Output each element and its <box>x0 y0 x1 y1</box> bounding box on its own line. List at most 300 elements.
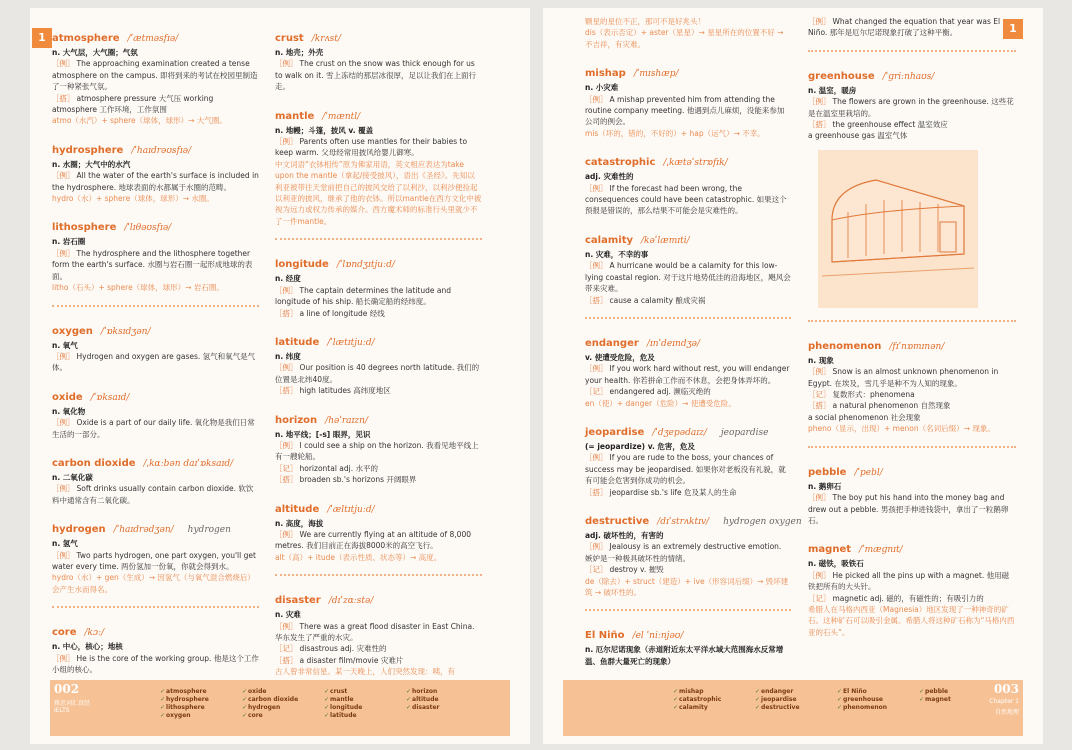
part-of-speech: n. 地幔；斗篷，披风 v. 覆盖 <box>275 125 374 135</box>
check-icon: ✓ <box>160 688 166 695</box>
etymology-note: hydro（水）+ gen（生成）→ 因氢气（与氧气混合燃烧后）会产生水而得名。 <box>52 573 255 594</box>
word-entry <box>52 517 259 595</box>
section-tag: ［例］ <box>275 621 298 631</box>
part-of-speech: n. 岩石圈 <box>52 237 86 247</box>
word-entry <box>52 319 259 374</box>
section-tag: ［记］ <box>585 387 608 397</box>
entry-line <box>808 85 1016 96</box>
part-of-speech: n. 经度 <box>275 274 301 284</box>
entry-head <box>585 150 791 169</box>
footer-word-label: destructive <box>761 704 800 711</box>
footer-word <box>242 688 298 696</box>
page-number: 003 <box>993 682 1019 696</box>
entry-head <box>52 138 259 157</box>
check-icon: ✓ <box>242 712 248 719</box>
phonetic: /ˌkɑːbən daɪˈɒksaɪd/ <box>143 458 234 469</box>
entry-head <box>808 334 1016 353</box>
handwritten-note: hydrogen <box>187 525 231 536</box>
check-icon: ✓ <box>919 688 925 695</box>
footer-word <box>755 696 800 704</box>
word-entry <box>275 330 482 397</box>
phonetic: /ˈmɪshæp/ <box>633 69 679 80</box>
etymology-note: litho（石头）+ sphere（球体，球形）→ 岩石圈。 <box>52 283 224 293</box>
footer-word-label: catastrophic <box>679 696 722 703</box>
entry-head <box>808 64 1016 83</box>
entry-text: If you are rude to the boss, your chances of success may be jeopardised. 如果你对老板没有礼貌，就有可能会危害到你成功的机会。 <box>585 453 786 486</box>
word-entry <box>275 497 482 564</box>
check-icon: ✓ <box>755 704 761 711</box>
footer-word <box>673 696 721 704</box>
footer-word-label: longitude <box>330 704 363 711</box>
etymology-note: 希腊人在马格内西亚（Magnesia）地区发现了一种神奇的矿石。这种矿石可以吸引金属。希腊人将这种矿石称为“马格内西亚的石头”。 <box>808 604 1015 637</box>
etymology-note: alt（高）+ itude（表示性质、状态等）→ 高度。 <box>275 552 442 562</box>
entry-text: If you work hard without rest, you will endanger your health. 你若拼命工作而不休息，会把身体弄坏的。 <box>585 364 790 385</box>
headword: carbon dioxide <box>52 457 136 469</box>
entry-line <box>52 115 259 126</box>
section-divider <box>52 606 259 608</box>
check-icon: ✓ <box>406 688 412 695</box>
footer-word-label: carbon dioxide <box>248 696 299 703</box>
section-tag: ［搭］ <box>585 487 608 497</box>
entry-text: We are currently flying at an altitude of 8,000 metres. 我们目前正在海拔8000米的高空飞行。 <box>275 529 471 551</box>
entry-text: disastrous adj. 灾难性的 <box>299 644 387 654</box>
phonetic: /ˈlætɪtjuːd/ <box>327 337 375 348</box>
etymology-note: hydro（水）+ sphere（球体，球形）→ 水圈。 <box>52 194 214 204</box>
entry-text: a greenhouse gas 温室气体 <box>808 131 908 141</box>
section-tag: ［记］ <box>585 565 608 575</box>
section-tag: ［例］ <box>52 550 75 560</box>
entry-text: Oxide is a part of our daily life. 氧化物是我们日常生活的一部分。 <box>52 418 255 439</box>
footer-word <box>324 688 362 696</box>
entry-head <box>52 451 259 470</box>
entry-text: If the forecast had been wrong, the consequences could have been catastrophic. 如果这个预报是错误的，那么结果不可能会是灾难性的。 <box>585 183 787 216</box>
entry-line <box>52 170 259 193</box>
entry-line <box>585 398 791 409</box>
entry-line <box>275 655 482 666</box>
entry-head <box>585 420 791 439</box>
entry-line <box>52 472 259 483</box>
etymology-note: 颗星的星位不正，那可不是好兆头！ <box>585 17 705 26</box>
entry-line <box>52 653 259 676</box>
footer-word-label: oxygen <box>166 712 191 719</box>
entry-line <box>275 609 482 620</box>
headword: hydrosphere <box>52 144 124 156</box>
phonetic: /ˌkætəˈstrɒfɪk/ <box>663 158 728 169</box>
word-entry <box>52 26 259 127</box>
part-of-speech: n. 氢气 <box>52 539 78 549</box>
word-entry <box>585 509 802 598</box>
check-icon: ✓ <box>837 704 843 711</box>
check-icon: ✓ <box>242 688 248 695</box>
section-tag: ［例］ <box>585 261 608 271</box>
entry-line <box>808 492 1016 526</box>
entry-line <box>52 406 259 417</box>
footer-word-column <box>919 688 951 704</box>
entry-text: magnetic adj. 磁的，有磁性的；有吸引力的 <box>832 593 984 603</box>
part-of-speech: n. 鹅卵石 <box>808 481 842 491</box>
word-entry <box>275 26 482 93</box>
part-of-speech: (= jeopardize) v. 危害，危及 <box>585 441 695 451</box>
section-tag: ［记］ <box>275 644 298 654</box>
entry-text: There was a great flood disaster in East China. 华东发生了严重的水灾。 <box>275 621 475 642</box>
phonetic: /həˈraɪzn/ <box>325 415 368 426</box>
entry-text: All the water of the earth's surface is included in the hydrosphere. 地球表面的水都属于水圈的范畴。 <box>52 171 259 192</box>
entry-line <box>585 576 791 599</box>
part-of-speech: n. 大气层，大气圈；气氛 <box>52 48 138 57</box>
entry-line <box>52 417 259 440</box>
footer-word-label: hydrosphere <box>166 696 209 703</box>
check-icon: ✓ <box>324 704 330 711</box>
section-tag: ［例］ <box>275 440 298 450</box>
entry-line <box>585 128 791 139</box>
phonetic: /ˈæltɪtjuːd/ <box>327 504 375 515</box>
entry-head <box>52 620 259 639</box>
entry-text: The approaching examination created a tense atmosphere on the campus. 即将到来的考试在校园里制造了一种紧张气氛。 <box>52 59 258 92</box>
check-icon: ✓ <box>242 696 248 703</box>
section-tag: ［例］ <box>585 94 608 104</box>
footer-word <box>673 704 721 712</box>
entry-head <box>585 228 791 247</box>
section-tag: ［例］ <box>52 59 75 69</box>
entry-line <box>808 119 1016 130</box>
check-icon: ✓ <box>673 696 679 703</box>
entry-text: He picked all the pins up with a magnet. 他用磁铁把所有的大头针。 <box>808 570 1010 592</box>
entry-line <box>275 273 482 284</box>
part-of-speech: n. 二氧化碳 <box>52 472 93 482</box>
footer-word <box>406 688 439 696</box>
footer-word-label: lithosphere <box>166 704 205 711</box>
entry-line <box>52 483 259 506</box>
part-of-speech: n. 灾难 <box>275 610 301 620</box>
entry-line <box>52 351 259 374</box>
word-entry <box>585 228 791 306</box>
section-tag: ［记］ <box>275 463 298 473</box>
entry-line <box>808 355 1016 366</box>
entry-head <box>275 330 482 349</box>
headword: latitude <box>275 336 320 348</box>
part-of-speech: n. 地平线；[-s] 眼界，见识 <box>275 429 371 439</box>
entry-head <box>585 623 791 642</box>
section-divider <box>275 238 482 240</box>
word-entry <box>808 460 1016 527</box>
word-entry <box>52 138 259 205</box>
entry-text: The hydrosphere and the lithosphere together form the earth's surface. 水圈与岩石圈一起形成地球的表面。 <box>52 248 253 281</box>
footer-word <box>755 688 800 696</box>
entry-line <box>808 481 1016 492</box>
word-entry <box>275 588 482 677</box>
entry-head <box>275 588 482 607</box>
entry-text: He is the core of the working group. 他是这个工作小组的核心。 <box>52 653 259 674</box>
headword: calamity <box>585 234 633 246</box>
section-tag: ［例］ <box>275 137 298 147</box>
headword: oxide <box>52 391 83 403</box>
section-tag: ［搭］ <box>808 401 831 411</box>
entry-text: the greenhouse effect 温室效应 <box>832 120 948 130</box>
section-tag: ［例］ <box>585 542 608 552</box>
section-tag: ［搭］ <box>808 120 831 130</box>
etymology-note: pheno（显示，出现）+ menon（名词后缀）→ 现象。 <box>808 424 995 434</box>
entry-line <box>275 529 482 552</box>
footer-word <box>242 696 298 704</box>
entry-line <box>275 136 482 159</box>
headword: altitude <box>275 503 320 515</box>
phonetic: /ˈɒksaɪd/ <box>90 392 130 403</box>
footer-word <box>919 696 951 704</box>
entry-line <box>808 389 1016 400</box>
footer-word-label: hydrogen <box>248 704 281 711</box>
entry-line <box>808 558 1016 569</box>
entry-line <box>275 362 482 385</box>
headword: mantle <box>275 110 315 122</box>
phonetic: /ˈlɪθəʊsfɪə/ <box>124 223 172 234</box>
part-of-speech: n. 水圈；大气中的水汽 <box>52 159 131 169</box>
entry-line <box>52 550 259 573</box>
entry-line <box>585 249 791 260</box>
footer-word-column <box>406 688 439 712</box>
footer-word <box>406 696 439 704</box>
entry-text: Two parts hydrogen, one part oxygen, you'll get water every time. 两份氢加一份氧，你就会得到水。 <box>52 550 256 571</box>
page-footer <box>50 680 510 736</box>
entry-text: Jealousy is an extremely destructive emotion. 嫉妒是一种极具破坏性的情绪。 <box>585 542 782 563</box>
etymology-note: 中文词语“衣钵相传”原为佛家用语，英文相应表达为take upon the mantle（拿起/接受披风），语出《圣经》。先知以利亚被带往天堂前把自己的披风交给了以利沙，以利沙便捡起以利亚的披风，继承了他的衣钵。所以mantle在西方文化中被视为远力或权力传承的媒介。西方魔术师的标准行头里就少不了一件mantle。 <box>275 159 482 226</box>
section-tag: ［搭］ <box>275 475 298 485</box>
part-of-speech: n. 磁铁，吸铁石 <box>808 559 864 569</box>
footer-word-label: El Niño <box>843 688 867 695</box>
footer-chapter: Chapter 1 <box>989 698 1019 705</box>
entry-line <box>585 441 791 452</box>
footer-word-label: altitude <box>412 696 439 703</box>
part-of-speech: n. 氧气 <box>52 340 78 350</box>
word-entry <box>275 408 482 486</box>
entry-line <box>52 93 259 116</box>
etymology-note: de（除去）+ struct（建造）+ ive（形容词后缀）→ 毁坏建筑 → 破坏性的。 <box>585 576 789 597</box>
entry-line <box>275 552 482 563</box>
entry-line <box>585 487 791 498</box>
chapter-badge: 1 <box>1003 19 1023 39</box>
entry-text: Our position is 40 degrees north latitude. 我们的位置是北纬40度。 <box>275 363 480 384</box>
phonetic: /dɪˈzɑːstə/ <box>328 596 374 607</box>
footer-word-label: disaster <box>412 704 440 711</box>
entry-text: Soft drinks usually contain carbon dioxide. 软饮料中通常含有二氧化碳。 <box>52 484 254 505</box>
section-tag: ［例］ <box>808 97 831 107</box>
section-tag: ［例］ <box>585 453 608 463</box>
footer-word <box>160 688 209 696</box>
section-tag: ［例］ <box>275 59 298 69</box>
entry-line <box>585 82 791 93</box>
page-footer <box>563 680 1023 736</box>
entry-line <box>275 58 482 92</box>
section-tag: ［记］ <box>808 390 831 400</box>
check-icon: ✓ <box>837 688 843 695</box>
headword: horizon <box>275 414 318 426</box>
entry-line <box>585 564 791 575</box>
part-of-speech: n. 中心，核心；地核 <box>52 642 123 652</box>
chapter-badge: 1 <box>32 28 52 48</box>
section-tag: ［例］ <box>808 17 831 26</box>
entry-head <box>585 509 802 528</box>
section-tag: ［例］ <box>52 484 75 494</box>
entry-text: a line of longitude 经线 <box>299 308 385 318</box>
word-entry <box>275 252 482 319</box>
entry-head <box>52 385 259 404</box>
headword: pebble <box>808 466 847 478</box>
part-of-speech: n. 地壳；外壳 <box>275 48 324 57</box>
entry-head <box>585 61 791 80</box>
section-tag: ［搭］ <box>275 308 298 318</box>
footer-word <box>242 712 298 720</box>
footer-word <box>160 712 209 720</box>
etymology-note: mis（坏的，错的，不好的）+ hap（运气）→ 不幸。 <box>585 128 765 138</box>
entry-text: high latitudes 高纬度地区 <box>299 386 391 396</box>
footer-word <box>406 704 439 712</box>
entry-line <box>52 193 259 204</box>
entry-line <box>275 474 482 485</box>
part-of-speech: v. 使遭受危险，危及 <box>585 352 655 362</box>
entry-line <box>585 530 791 541</box>
entry-line <box>585 452 791 486</box>
entry-text: The captain determines the latitude and longitude of his ship. 船长确定船的经纬度。 <box>275 285 451 307</box>
entry-line <box>585 295 791 306</box>
entry-line <box>52 282 259 293</box>
section-tag: ［例］ <box>52 351 75 361</box>
footer-word-column <box>837 688 887 712</box>
check-icon: ✓ <box>324 712 330 719</box>
entry-line <box>52 248 259 282</box>
check-icon: ✓ <box>406 704 412 711</box>
greenhouse-drawing <box>818 150 978 308</box>
entry-text: a natural phenomenon 自然现象 <box>832 401 951 411</box>
entry-line <box>52 572 259 595</box>
check-icon: ✓ <box>673 688 679 695</box>
footer-word-label: core <box>248 712 263 719</box>
section-tag: ［例］ <box>808 367 831 377</box>
word-entry <box>585 623 791 667</box>
headword: oxygen <box>52 325 93 337</box>
word-entry <box>52 620 259 675</box>
entry-line <box>52 538 259 549</box>
phonetic: /ˈhaɪdrədʒən/ <box>113 525 174 536</box>
phonetic: /fɪˈnɒmɪnən/ <box>889 341 945 352</box>
footer-word-label: magnet <box>925 696 951 703</box>
footer-word <box>755 704 800 712</box>
entry-line <box>275 308 482 319</box>
footer-word-label: pebble <box>925 688 949 695</box>
handwritten-note: jeopardise <box>720 427 769 438</box>
phonetic: /ˈɒksɪdʒən/ <box>100 326 151 337</box>
phonetic: /ˈmæntl/ <box>322 111 361 122</box>
headword: endanger <box>585 337 639 349</box>
section-tag: ［例］ <box>275 363 298 373</box>
footer-book-subtitle: IELTS <box>54 707 70 714</box>
entry-text: A hurricane would be a calamity for this low-lying coastal region. 对于这片地势低洼的沿海地区，飓风会带来灾难。 <box>585 261 791 294</box>
part-of-speech: n. 现象 <box>808 355 834 365</box>
footer-word-column <box>242 688 298 720</box>
section-divider <box>275 574 482 576</box>
entry-line <box>585 352 791 363</box>
check-icon: ✓ <box>673 704 679 711</box>
headword: destructive <box>585 515 650 527</box>
entry-text: broaden sb.'s horizons 开阔眼界 <box>299 475 417 485</box>
check-icon: ✓ <box>324 688 330 695</box>
part-of-speech: n. 温室，暖房 <box>808 85 857 95</box>
etymology-note: atmo（水汽）+ sphere（球体，球形）→ 大气圈。 <box>52 116 227 126</box>
section-tag: ［搭］ <box>52 93 75 103</box>
footer-word-column <box>324 688 362 720</box>
entry-text: The crust on the snow was thick enough for us to walk on it. 雪上冻结的那层冰很厚，足以让我们在上面行走。 <box>275 59 476 92</box>
entry-text: 复数形式：phenomena <box>832 390 915 400</box>
section-tag: ［例］ <box>275 285 298 295</box>
phonetic: /dɪˈstrʌktɪv/ <box>657 516 710 527</box>
entry-line <box>808 16 1016 39</box>
entry-text: destroy v. 摧毁 <box>609 565 664 575</box>
word-entry <box>275 104 482 228</box>
etymology-note: 古人曾非常信星。某一天晚上，人们突然发现：咦，有 <box>275 667 455 677</box>
headword: hydrogen <box>52 524 106 536</box>
check-icon: ✓ <box>242 704 248 711</box>
greenhouse-illustration <box>818 150 978 308</box>
phonetic: /ˈlɒndʒɪtjuːd/ <box>336 260 395 271</box>
entry-line <box>275 429 482 440</box>
headword: phenomenon <box>808 340 882 352</box>
entry-line <box>275 125 482 136</box>
word-entry <box>52 451 259 506</box>
entry-text: Hydrogen and oxygen are gases. 氢气和氧气是气体。 <box>52 351 256 373</box>
footer-book-title: 雅思词汇真经 <box>54 700 91 707</box>
etymology-note: dis（表示否定）+ aster（星星）→ 星星所在的位置不好 → 不吉祥，有灾难。 <box>585 28 784 49</box>
check-icon: ✓ <box>160 712 166 719</box>
entry-line <box>585 644 791 667</box>
entry-line <box>275 463 482 474</box>
word-entry <box>585 150 791 217</box>
footer-word <box>160 704 209 712</box>
section-tag: ［例］ <box>52 248 75 258</box>
section-divider <box>585 317 791 319</box>
check-icon: ✓ <box>160 696 166 703</box>
section-divider <box>808 50 1016 52</box>
entry-head <box>52 517 259 536</box>
headword: greenhouse <box>808 70 875 82</box>
footer-word <box>324 712 362 720</box>
entry-text: atmosphere pressure 大气压 working atmosphere 工作环境，工作氛围 <box>52 93 214 115</box>
headword: jeopardise <box>585 426 645 438</box>
section-tag: ［搭］ <box>585 295 608 305</box>
headword: crust <box>275 33 304 44</box>
section-tag: ［例］ <box>52 418 75 428</box>
phonetic: /el ˈniːnjəʊ/ <box>632 631 684 642</box>
section-divider <box>808 320 1016 322</box>
entry-head <box>275 252 482 271</box>
word-entry <box>585 331 791 409</box>
section-tag: ［例］ <box>585 183 608 193</box>
word-entry <box>52 215 259 293</box>
entry-line <box>808 412 1016 423</box>
entry-head <box>808 460 1016 479</box>
entry-head <box>275 408 482 427</box>
entry-head <box>808 537 1016 556</box>
left-column-2 <box>275 26 482 677</box>
phonetic: /kəˈlæmɪti/ <box>641 235 690 246</box>
entry-head <box>52 26 259 45</box>
check-icon: ✓ <box>755 696 761 703</box>
entry-line <box>585 27 791 50</box>
part-of-speech: n. 氧化物 <box>52 406 86 416</box>
footer-word-label: crust <box>330 688 348 695</box>
footer-word-label: oxide <box>248 688 267 695</box>
right-column-2 <box>808 16 1016 666</box>
entry-line <box>585 16 791 27</box>
footer-word-label: mishap <box>679 688 704 695</box>
headword: atmosphere <box>52 33 120 44</box>
